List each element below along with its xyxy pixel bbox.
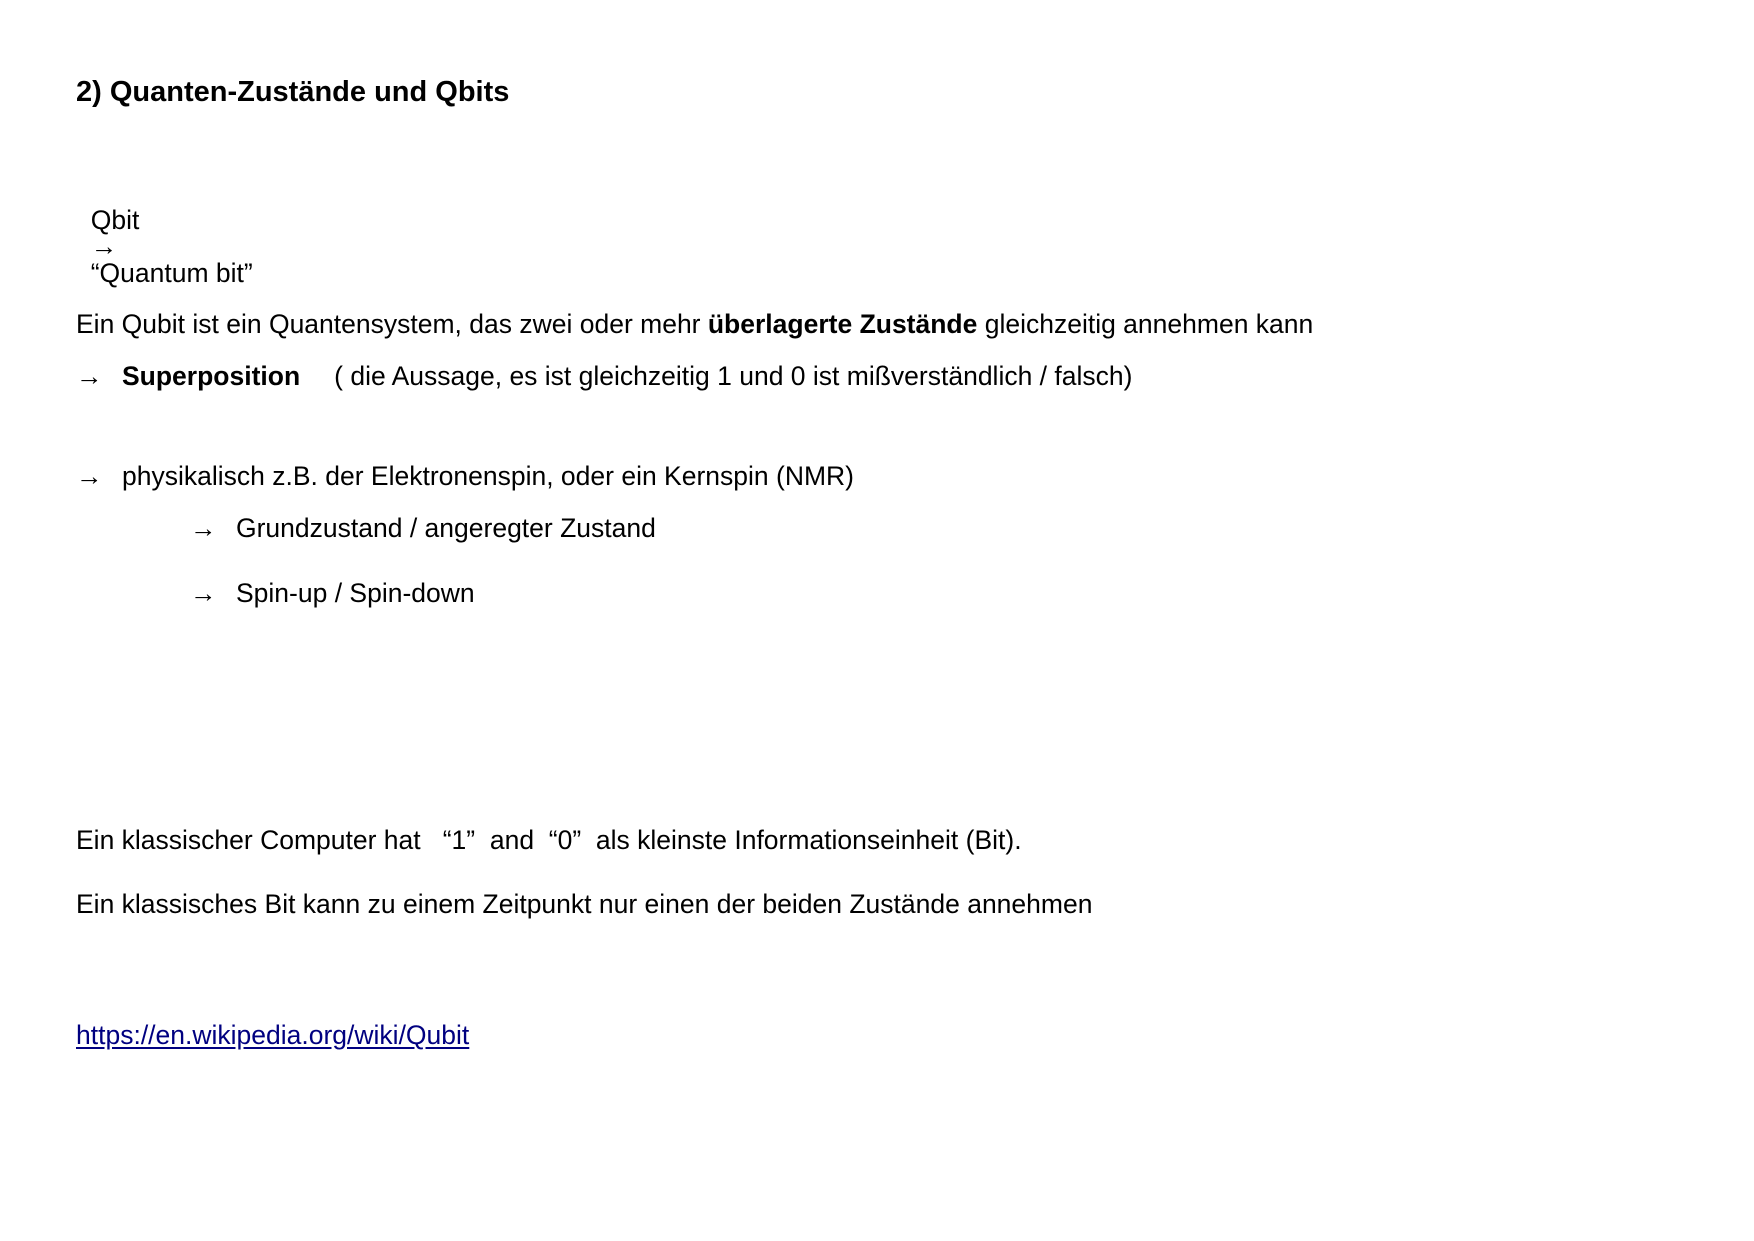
classical-computer-line: Ein klassischer Computer hat “1” and “0” als kleinste Informationseinheit (Bit). (76, 825, 1022, 855)
qbit-term: Qbit (90, 204, 140, 235)
arrow-icon: → (76, 361, 103, 391)
definition-text-end: gleichzeitig annehmen kann (977, 309, 1314, 339)
arrow-icon: → (90, 231, 118, 261)
qbit-line (76, 180, 253, 286)
classical-bit-line: Ein klassisches Bit kann zu einem Zeitpunkt nur einen der beiden Zustände annehmen (76, 889, 1093, 919)
arrow-icon: → (76, 461, 103, 491)
arrow-icon: → (190, 513, 217, 543)
superposition-note: ( die Aussage, es ist gleichzeitig 1 und 0 ist mißverständlich / falsch) (334, 361, 1133, 391)
section-heading: 2) Quanten-Zustände und Qbits (76, 76, 510, 108)
list-item (190, 515, 656, 542)
superposition-line (76, 363, 1132, 390)
definition-bold-term: überlagerte Zustände (707, 309, 978, 339)
qubit-definition (76, 311, 1313, 338)
qbit-meaning: “Quantum bit” (90, 257, 253, 288)
list-item-text: Grundzustand / angeregter Zustand (236, 513, 656, 543)
superposition-term: Superposition (122, 361, 301, 391)
wikipedia-link[interactable]: https://en.wikipedia.org/wiki/Qubit (76, 1020, 470, 1050)
physical-text: physikalisch z.B. der Elektronenspin, oder ein Kernspin (NMR) (122, 461, 855, 491)
physical-line (76, 463, 854, 490)
list-item-text: Spin-up / Spin-down (236, 578, 475, 608)
list-item (190, 580, 475, 607)
definition-text-start: Ein Qubit ist ein Quantensystem, das zwei oder mehr (76, 309, 708, 339)
arrow-icon: → (190, 578, 217, 608)
